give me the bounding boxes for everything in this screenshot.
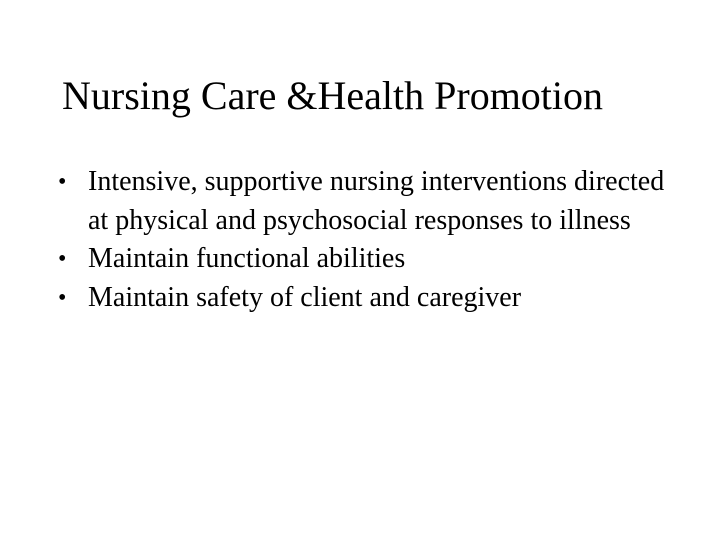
slide-title: Nursing Care &Health Promotion bbox=[62, 73, 604, 118]
bullet-text: Intensive, supportive nursing interventions directed at physical and psychosocial responses to illness bbox=[88, 166, 665, 236]
bullet-text: Maintain safety of client and caregiver bbox=[88, 281, 522, 313]
bullet-item-safety bbox=[58, 279, 678, 318]
bullet-list bbox=[58, 163, 678, 317]
bullet-text: Maintain functional abilities bbox=[88, 243, 406, 274]
bullet-icon: • bbox=[58, 284, 67, 311]
bullet-icon: • bbox=[58, 246, 67, 272]
bullet-icon: • bbox=[58, 169, 67, 195]
bullet-item-interventions bbox=[58, 163, 678, 240]
bullet-item-functional-abilities bbox=[58, 240, 678, 279]
